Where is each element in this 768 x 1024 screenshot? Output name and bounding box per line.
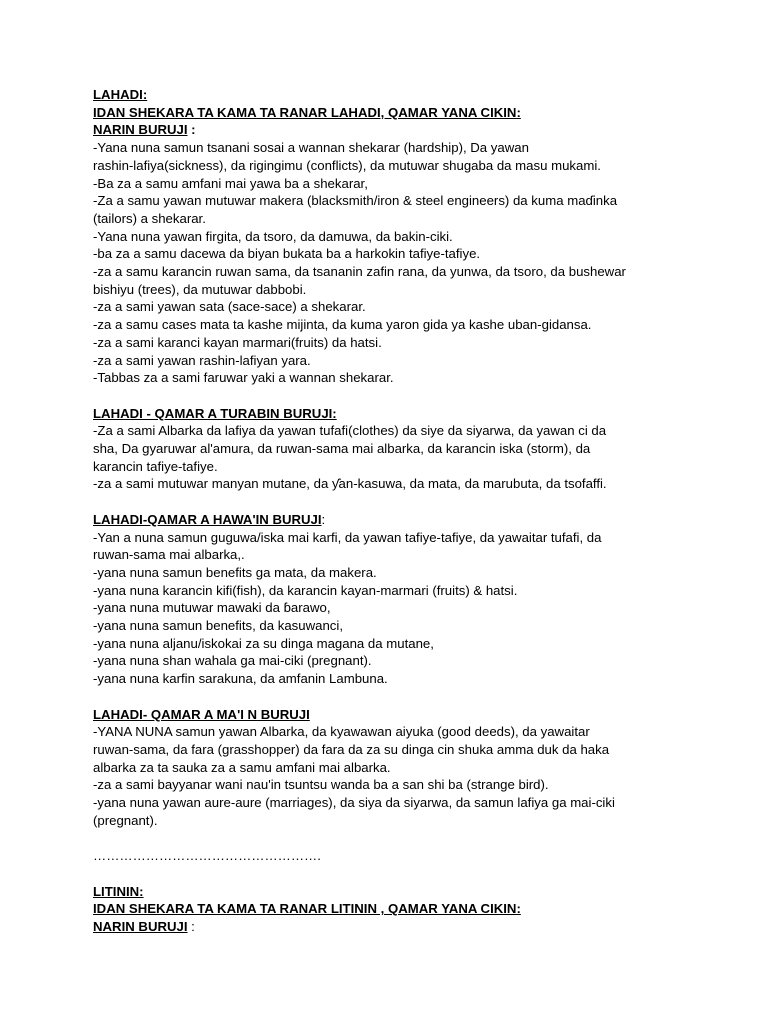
section-heading: LITININ:: [93, 883, 144, 899]
section-turabin-buruji: [93, 405, 733, 494]
text-line: sha, Da gyaruwar al'amura, da ruwan-sama mai albarka, da karancin iska (storm), da: [93, 441, 591, 457]
part-suffix: :: [187, 918, 195, 934]
text-line: -yana nuna karfin sarakuna, da amfanin Lambuna.: [93, 671, 388, 687]
section-subheading: IDAN SHEKARA TA KAMA TA RANAR LITININ , QAMAR YANA CIKIN:: [93, 901, 521, 917]
text-line: -za a sami yawan rashin-lafiyan yara.: [93, 352, 311, 368]
text-line: -Za a samu yawan mutuwar makera (blacksmith/iron & steel engineers) da kuma maɗinka: [93, 193, 618, 209]
paragraph-gap: [93, 493, 733, 511]
text-line: bishiyu (trees), da mutuwar dabbobi.: [93, 281, 307, 297]
text-line: ruwan-sama, da fara (grasshopper) da fara da za su dinga cin shuka amma duk da haka: [93, 741, 610, 757]
paragraph-gap: [93, 829, 733, 847]
text-line: karancin tafiye-tafiye.: [93, 458, 218, 474]
text-line: -ba za a samu dacewa da biyan bukata ba a harkokin tafiye-tafiye.: [93, 246, 481, 262]
section-hawain-buruji: [93, 511, 733, 688]
text-line: -za a sami karanci kayan marmari(fruits) da hatsi.: [93, 334, 382, 350]
section-heading-line: [93, 511, 733, 529]
paragraph-gap: [93, 387, 733, 405]
text-line: rashin-lafiya(sickness), da rigingimu (conflicts), da mutuwar shugaba da masu mukami.: [93, 157, 601, 173]
text-line: -yana nuna yawan aure-aure (marriages), da siya da siyarwa, da samun lafiya ga mai-ciki: [93, 795, 615, 811]
dotted-divider: …………………………………………….: [93, 848, 321, 864]
text-line: -yana nuna shan wahala ga mai-ciki (pregnant).: [93, 653, 372, 669]
section-heading: LAHADI-QAMAR A HAWA'IN BURUJI: [93, 511, 322, 527]
part-suffix: :: [187, 122, 196, 138]
text-line: -YANA NUNA samun yawan Albarka, da kyawawan aiyuka (good deeds), da yawaitar: [93, 724, 590, 740]
text-line: -yana nuna aljanu/iskokai za su dinga magana da mutane,: [93, 635, 434, 651]
paragraph-gap: [93, 688, 733, 706]
text-line: -za a samu karancin ruwan sama, da tsananin zafin rana, da yunwa, da tsoro, da bushewar: [93, 264, 626, 280]
section-litinin: [93, 883, 733, 936]
text-line: -za a sami bayyanar wani nau'in tsuntsu wanda ba a san shi ba (strange bird).: [93, 777, 549, 793]
section-subheading: IDAN SHEKARA TA KAMA TA RANAR LAHADI, QAMAR YANA CIKIN:: [93, 104, 521, 120]
document-page: [93, 86, 733, 936]
text-line: -Yana nuna samun tsanani sosai a wannan shekarar (hardship), Da yawan: [93, 140, 529, 156]
paragraph-gap: [93, 865, 733, 883]
part-label-line: [93, 918, 733, 936]
part-label: NARIN BURUJI: [93, 122, 188, 138]
section-heading: LAHADI - QAMAR A TURABIN BURUJI:: [93, 405, 337, 421]
text-line: -za a samu cases mata ta kashe mijinta, da kuma yaron gida ya kashe uban-gidansa.: [93, 317, 592, 333]
text-line: -yana nuna samun benefits ga mata, da makera.: [93, 564, 377, 580]
text-line: (tailors) a shekarar.: [93, 210, 206, 226]
text-line: -za a sami mutuwar manyan mutane, da ƴan-kasuwa, da mata, da marubuta, da tsofaffi.: [93, 476, 607, 492]
text-line: -Tabbas za a sami faruwar yaki a wannan shekarar.: [93, 370, 394, 386]
text-line: -yana nuna samun benefits, da kasuwanci,: [93, 618, 343, 634]
text-line: -Yana nuna yawan firgita, da tsoro, da damuwa, da bakin-ciki.: [93, 228, 453, 244]
text-line: -yana nuna karancin kifi(fish), da karancin kayan-marmari (fruits) & hatsi.: [93, 582, 518, 598]
text-line: -Yan a nuna samun guguwa/iska mai karfi, da yawan tafiye-tafiye, da yawaitar tufafi, da: [93, 529, 602, 545]
text-line: -yana nuna mutuwar mawaki da ɓarawo,: [93, 600, 331, 616]
section-heading: LAHADI- QAMAR A MA'I N BURUJI: [93, 706, 310, 722]
section-heading: LAHADI:: [93, 87, 148, 102]
text-line: albarka za ta sauka za a samu amfani mai albarka.: [93, 759, 391, 775]
text-line: -Za a sami Albarka da lafiya da yawan tufafi(clothes) da siye da siyarwa, da yawan ci da: [93, 423, 607, 439]
part-label: NARIN BURUJI: [93, 918, 188, 934]
text-line: -za a sami yawan sata (sace-sace) a shekarar.: [93, 299, 366, 315]
section-main-buruji: [93, 706, 733, 830]
section-lahadi: [93, 86, 733, 387]
heading-suffix: :: [321, 511, 326, 527]
text-line: (pregnant).: [93, 812, 158, 828]
text-line: ruwan-sama mai albarka,.: [93, 547, 245, 563]
text-line: -Ba za a samu amfani mai yawa ba a shekarar,: [93, 175, 368, 191]
part-label-line: [93, 121, 733, 139]
